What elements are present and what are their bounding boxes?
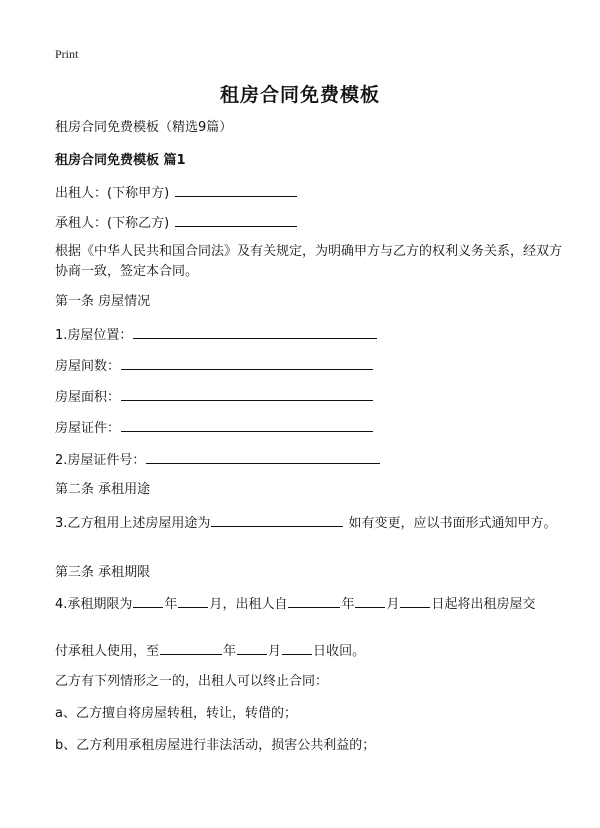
house-cert-label: 房屋证件： [55, 421, 121, 436]
handover-end: 收回。 [326, 644, 366, 659]
end-day-blank [282, 640, 312, 655]
start-day-blank [400, 593, 430, 608]
lessee-blank [175, 212, 297, 227]
start-year-unit: 年 [341, 597, 355, 612]
house-area-label: 房屋面积： [55, 390, 121, 405]
use-suffix-part: 如有变更，应以书面形式通知甲方。 [348, 516, 557, 531]
lessee-label: 承租人：(下称乙方) [55, 216, 170, 231]
term-years-blank [133, 593, 163, 608]
house-area-blank [121, 386, 373, 401]
house-cert-no-blank [146, 449, 380, 464]
house-rooms-blank [121, 355, 373, 370]
term-lessor-from: ，出租人自 [222, 597, 288, 612]
article-2-title: 第二条 承租用途 [55, 482, 151, 497]
document-subtitle: 租房合同免费模板（精选9篇） [55, 120, 233, 135]
house-area-line [55, 386, 374, 408]
lessor-blank [175, 182, 297, 197]
termination-intro: 乙方有下列情形之一的，出租人可以终止合同： [55, 674, 329, 689]
lessee-line [55, 212, 298, 234]
house-cert-line [55, 417, 374, 439]
house-cert-no-line [55, 449, 381, 471]
end-year-unit: 年 [223, 644, 237, 659]
preamble-paragraph: 根据《中华人民共和国合同法》及有关规定，为明确甲方与乙方的权利义务关系，经双方协商一致，签定本合同。 [55, 244, 563, 279]
house-rooms-line [55, 355, 374, 377]
end-month-unit: 月 [268, 644, 282, 659]
start-month-unit: 月 [386, 597, 400, 612]
house-location-line [55, 324, 378, 346]
start-day-unit: 日 [431, 597, 445, 612]
house-cert-blank [121, 417, 373, 432]
end-year-blank [160, 640, 222, 655]
term-label: 4.承租期限为 [55, 597, 133, 612]
term-year-unit: 年 [164, 597, 178, 612]
clause-b: b、乙方利用承租房屋进行非法活动，损害公共利益的； [55, 738, 376, 753]
house-rooms-label: 房屋间数： [55, 359, 121, 374]
lessor-label: 出租人：(下称甲方) [55, 186, 170, 201]
lessor-line [55, 182, 298, 204]
article-1-title: 第一条 房屋情况 [55, 294, 151, 309]
clause-a: a、乙方擅自将房屋转租，转让，转借的； [55, 706, 297, 721]
use-prefix: 3.乙方租用上述房屋用途为 [55, 516, 211, 531]
use-line-1 [55, 512, 557, 534]
use-blank [211, 512, 343, 527]
article-3-title: 第三条 承租期限 [55, 565, 151, 580]
house-cert-no-label: 2.房屋证件号： [55, 453, 146, 468]
house-location-label: 1.房屋位置： [55, 328, 133, 343]
end-day-unit: 日 [313, 644, 327, 659]
document-title: 租房合同免费模板 [219, 84, 380, 106]
start-month-blank [355, 593, 385, 608]
house-location-blank [133, 324, 377, 339]
term-months-blank [178, 593, 208, 608]
term-month-unit: 月 [209, 597, 223, 612]
term-line-1 [55, 593, 536, 615]
print-link[interactable]: Print [55, 47, 79, 61]
term-line-2 [55, 640, 365, 662]
handover-line2-label: 付承租人使用，至 [55, 644, 160, 659]
start-year-blank [288, 593, 340, 608]
term-handover: 起将出租房屋交 [444, 597, 536, 612]
end-month-blank [237, 640, 267, 655]
section-heading: 租房合同免费模板 篇1 [55, 153, 186, 168]
